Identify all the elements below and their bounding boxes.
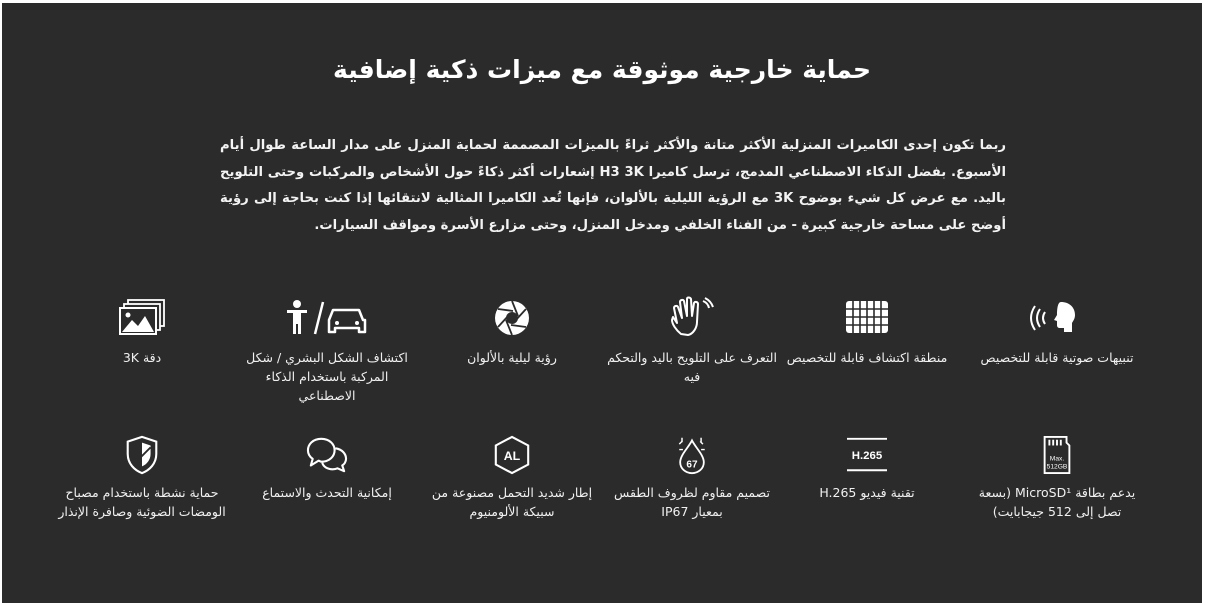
feature-3k-resolution [57, 298, 227, 367]
card-capacity-bottom: 512GB [1046, 463, 1068, 471]
feature-label: حماية نشطة باستخدام مصباح الومضات الضوئية وصافرة الإنذار [58, 485, 226, 519]
feature-label: يدعم بطاقة MicroSD¹ (بسعة تصل إلى 512 جيجابايت) [978, 485, 1136, 519]
feature-person-vehicle-detection [242, 298, 412, 405]
feature-label: إطار شديد التحمل مصنوعة من سبيكة الألومنيوم [431, 485, 593, 519]
ip67-drop-icon [674, 435, 710, 475]
section-description: ربما تكون إحدى الكاميرات المنزلية الأكثر متانة والأكثر ثراءً بالميزات المصممة لحماية المنزل على مدار الساعة طوال أيام الأسبوع. بفضل الذكاء الاصطناعي المدمج، ترسل كاميرا H3 3K إشعارات أكثر ذكاءً حول الأشخاص والمركبات وحتى التلويح باليد. مع عرض كل شيء بوضوح 3K مع الرؤية الليلية بالألوان، فإنها تُعد الكاميرا المثالية لانتقائها إذا كنت بحاجة إلى رؤية أوضح على مساحة خارجية كبيرة - من الفناء الخلفي ومدخل المنزل، وحتى مزارع الأسرة ومواقف السيارات. [220, 138, 1007, 233]
shield-icon [124, 435, 160, 475]
microsd-card-icon [1041, 435, 1073, 475]
image-stack-icon [118, 298, 166, 338]
feature-ip67 [607, 435, 777, 521]
feature-active-defense [57, 435, 227, 521]
aperture-icon [492, 298, 532, 338]
two-way-talk-icon [305, 435, 349, 475]
features-section [2, 3, 1202, 603]
feature-label: منطقة اكتشاف قابلة للتخصيص [786, 350, 948, 365]
feature-label: دقة 3K [122, 350, 162, 365]
feature-label: تصميم مقاوم لظروف الطقس بمعيار IP67 [614, 485, 770, 519]
ip67-badge-text: 67 [686, 459, 698, 471]
feature-hand-wave [607, 298, 777, 386]
feature-aluminum-frame [427, 435, 597, 521]
aluminum-badge-text: AL [503, 448, 521, 463]
feature-h265 [782, 435, 952, 502]
section-title: حماية خارجية موثوقة مع ميزات ذكية إضافية [333, 55, 871, 84]
voice-alert-icon [1031, 298, 1083, 338]
feature-color-night-vision [427, 298, 597, 367]
feature-label: تنبيهات صوتية قابلة للتخصيص [980, 350, 1134, 365]
feature-microsd [972, 435, 1142, 521]
feature-label: رؤية ليلية بالألوان [467, 350, 557, 365]
feature-label: اكتشاف الشكل البشري / شكل المركبة باستخدام الذكاء الاصطناعي [246, 350, 408, 403]
feature-detection-zone [782, 298, 952, 367]
hand-wave-icon [669, 298, 715, 338]
feature-two-way-talk [242, 435, 412, 502]
h265-badge-text: H.265 [851, 449, 883, 462]
feature-voice-alerts [972, 298, 1142, 367]
feature-label: إمكانية التحدث والاستماع [262, 485, 392, 500]
detection-zone-grid-icon [845, 298, 889, 338]
aluminum-frame-icon [492, 435, 532, 475]
feature-label: تقنية فيديو H.265 [819, 485, 915, 500]
feature-label: التعرف على التلويح باليد والتحكم فيه [607, 350, 777, 384]
person-vehicle-icon [285, 298, 369, 338]
card-capacity-top: Max. [1049, 455, 1065, 463]
h265-icon [845, 435, 889, 475]
